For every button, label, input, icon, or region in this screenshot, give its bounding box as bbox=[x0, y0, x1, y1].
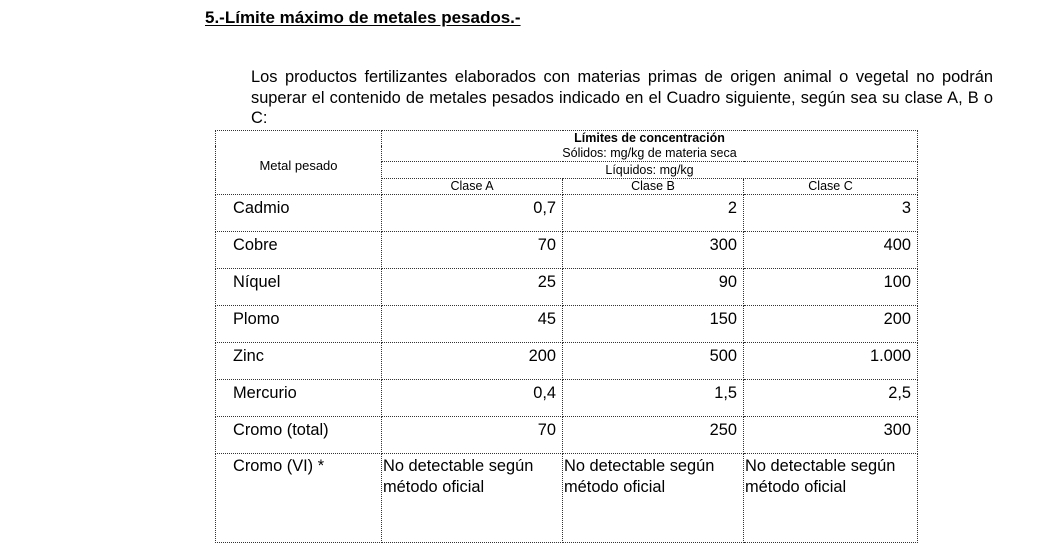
metal-column-header: Metal pesado bbox=[216, 131, 382, 195]
solids-unit-label: Sólidos: mg/kg de materia seca bbox=[382, 146, 918, 162]
class-b-value: 500 bbox=[563, 343, 744, 380]
table-row bbox=[216, 380, 918, 417]
class-b-value: 90 bbox=[563, 269, 744, 306]
table-row bbox=[216, 232, 918, 269]
metal-name: Cromo (VI) * bbox=[216, 454, 382, 543]
metal-name: Cobre bbox=[216, 232, 382, 269]
class-b-header: Clase B bbox=[563, 179, 744, 195]
class-b-value: 1,5 bbox=[563, 380, 744, 417]
table-row bbox=[216, 343, 918, 380]
class-a-value: 70 bbox=[382, 232, 563, 269]
class-a-value: 45 bbox=[382, 306, 563, 343]
metal-name: Cadmio bbox=[216, 195, 382, 232]
table-header-row bbox=[216, 131, 918, 147]
section-heading: 5.-Límite máximo de metales pesados.- bbox=[205, 8, 521, 27]
class-b-value: 300 bbox=[563, 232, 744, 269]
class-a-value: 0,4 bbox=[382, 380, 563, 417]
class-c-value: 3 bbox=[744, 195, 918, 232]
class-c-value: 100 bbox=[744, 269, 918, 306]
metal-name: Cromo (total) bbox=[216, 417, 382, 454]
table-row bbox=[216, 269, 918, 306]
class-a-value: 25 bbox=[382, 269, 563, 306]
class-c-value: 400 bbox=[744, 232, 918, 269]
class-c-value: 2,5 bbox=[744, 380, 918, 417]
class-c-header: Clase C bbox=[744, 179, 918, 195]
class-c-value: 1.000 bbox=[744, 343, 918, 380]
metal-name: Zinc bbox=[216, 343, 382, 380]
metal-name: Mercurio bbox=[216, 380, 382, 417]
heavy-metals-limits-table bbox=[215, 130, 918, 543]
class-c-value: 300 bbox=[744, 417, 918, 454]
table-row bbox=[216, 195, 918, 232]
class-b-value: No detectable según método oficial bbox=[563, 454, 744, 543]
class-a-value: 70 bbox=[382, 417, 563, 454]
class-b-value: 250 bbox=[563, 417, 744, 454]
liquids-unit-label: Líquidos: mg/kg bbox=[382, 162, 918, 179]
class-a-header: Clase A bbox=[382, 179, 563, 195]
class-c-value: No detectable según método oficial bbox=[744, 454, 918, 543]
class-a-value: 200 bbox=[382, 343, 563, 380]
table-row bbox=[216, 306, 918, 343]
table-row bbox=[216, 454, 918, 543]
table-row bbox=[216, 417, 918, 454]
class-b-value: 2 bbox=[563, 195, 744, 232]
metal-name: Plomo bbox=[216, 306, 382, 343]
class-a-value: 0,7 bbox=[382, 195, 563, 232]
class-b-value: 150 bbox=[563, 306, 744, 343]
class-a-value: No detectable según método oficial bbox=[382, 454, 563, 543]
limits-title: Límites de concentración bbox=[382, 131, 918, 147]
class-c-value: 200 bbox=[744, 306, 918, 343]
intro-paragraph: Los productos fertilizantes elaborados con materias primas de origen animal o vegetal no podrán superar el contenido de metales pesados indicado en el Cuadro siguiente, según sea su clase A, B o C: bbox=[251, 68, 993, 128]
metal-name: Níquel bbox=[216, 269, 382, 306]
